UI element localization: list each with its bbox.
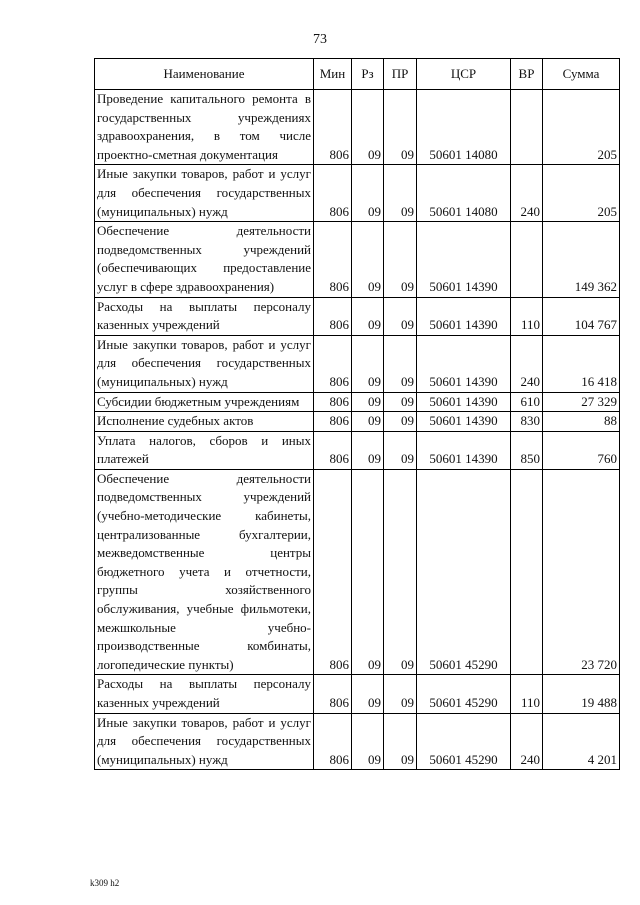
table-body bbox=[95, 90, 620, 770]
row-pr: 09 bbox=[384, 412, 417, 432]
table-row bbox=[95, 297, 620, 335]
page-number: 73 bbox=[313, 32, 327, 47]
row-rz: 09 bbox=[352, 675, 384, 713]
row-name: Проведение капитального ремонта в государственных учреждениях здравоохранения, в том числе проектно-сметная документация bbox=[95, 90, 314, 165]
row-min: 806 bbox=[314, 392, 352, 412]
row-sum: 88 bbox=[543, 412, 620, 432]
row-csr: 50601 45290 bbox=[417, 469, 511, 675]
table-row bbox=[95, 713, 620, 770]
row-name: Обеспечение деятельности подведомственных учреждений (обеспечивающих предоставление услуг в сфере здравоохранения) bbox=[95, 222, 314, 297]
table-row bbox=[95, 335, 620, 392]
table-row bbox=[95, 431, 620, 469]
row-rz: 09 bbox=[352, 392, 384, 412]
header-pr: ПР bbox=[384, 59, 417, 90]
row-name: Исполнение судебных актов bbox=[95, 412, 314, 432]
row-name: Обеспечение деятельности подведомственных учреждений (учебно-методические кабинеты, централизованные бухгалтерии, межведомственные центры бюджетного учета и отчетности, группы хозяйственного обслуживания, учебные фильмотеки, межшкольные учебно-производственные комбинаты, логопедические пункты) bbox=[95, 469, 314, 675]
row-name: Субсидии бюджетным учреждениям bbox=[95, 392, 314, 412]
row-vr: 850 bbox=[511, 431, 543, 469]
header-min: Мин bbox=[314, 59, 352, 90]
row-rz: 09 bbox=[352, 431, 384, 469]
row-min: 806 bbox=[314, 335, 352, 392]
row-sum: 27 329 bbox=[543, 392, 620, 412]
row-min: 806 bbox=[314, 713, 352, 770]
row-min: 806 bbox=[314, 297, 352, 335]
row-sum: 205 bbox=[543, 165, 620, 222]
row-min: 806 bbox=[314, 90, 352, 165]
row-rz: 09 bbox=[352, 297, 384, 335]
row-csr: 50601 14390 bbox=[417, 297, 511, 335]
row-csr: 50601 14390 bbox=[417, 392, 511, 412]
row-rz: 09 bbox=[352, 165, 384, 222]
row-sum: 205 bbox=[543, 90, 620, 165]
row-rz: 09 bbox=[352, 335, 384, 392]
row-vr: 240 bbox=[511, 713, 543, 770]
row-vr bbox=[511, 90, 543, 165]
row-vr bbox=[511, 222, 543, 297]
footer-code: k309 h2 bbox=[90, 878, 120, 888]
row-vr: 240 bbox=[511, 335, 543, 392]
row-name: Иные закупки товаров, работ и услуг для обеспечения государственных (муниципальных) нужд bbox=[95, 335, 314, 392]
row-pr: 09 bbox=[384, 675, 417, 713]
row-sum: 760 bbox=[543, 431, 620, 469]
row-csr: 50601 14390 bbox=[417, 431, 511, 469]
header-sum: Сумма bbox=[543, 59, 620, 90]
row-vr: 110 bbox=[511, 297, 543, 335]
row-sum: 23 720 bbox=[543, 469, 620, 675]
row-name: Иные закупки товаров, работ и услуг для обеспечения государственных (муниципальных) нужд bbox=[95, 713, 314, 770]
table-row bbox=[95, 469, 620, 675]
table-row bbox=[95, 412, 620, 432]
row-csr: 50601 14080 bbox=[417, 165, 511, 222]
row-name: Уплата налогов, сборов и иных платежей bbox=[95, 431, 314, 469]
header-vr: ВР bbox=[511, 59, 543, 90]
row-sum: 16 418 bbox=[543, 335, 620, 392]
budget-table bbox=[94, 58, 620, 770]
row-sum: 19 488 bbox=[543, 675, 620, 713]
row-sum: 149 362 bbox=[543, 222, 620, 297]
row-vr: 830 bbox=[511, 412, 543, 432]
row-csr: 50601 14080 bbox=[417, 90, 511, 165]
row-csr: 50601 14390 bbox=[417, 412, 511, 432]
row-name: Расходы на выплаты персоналу казенных учреждений bbox=[95, 297, 314, 335]
table-row bbox=[95, 392, 620, 412]
header-rz: Рз bbox=[352, 59, 384, 90]
row-sum: 4 201 bbox=[543, 713, 620, 770]
table-row bbox=[95, 165, 620, 222]
row-rz: 09 bbox=[352, 412, 384, 432]
row-rz: 09 bbox=[352, 90, 384, 165]
row-csr: 50601 14390 bbox=[417, 335, 511, 392]
row-pr: 09 bbox=[384, 297, 417, 335]
row-min: 806 bbox=[314, 469, 352, 675]
row-vr: 110 bbox=[511, 675, 543, 713]
row-min: 806 bbox=[314, 222, 352, 297]
table-row bbox=[95, 90, 620, 165]
row-rz: 09 bbox=[352, 222, 384, 297]
row-name: Расходы на выплаты персоналу казенных учреждений bbox=[95, 675, 314, 713]
row-pr: 09 bbox=[384, 392, 417, 412]
row-vr bbox=[511, 469, 543, 675]
row-min: 806 bbox=[314, 675, 352, 713]
table-row bbox=[95, 675, 620, 713]
row-pr: 09 bbox=[384, 222, 417, 297]
row-pr: 09 bbox=[384, 90, 417, 165]
row-min: 806 bbox=[314, 412, 352, 432]
row-pr: 09 bbox=[384, 469, 417, 675]
header-name: Наименование bbox=[95, 59, 314, 90]
table-row bbox=[95, 222, 620, 297]
row-rz: 09 bbox=[352, 713, 384, 770]
row-sum: 104 767 bbox=[543, 297, 620, 335]
row-name: Иные закупки товаров, работ и услуг для обеспечения государственных (муниципальных) нужд bbox=[95, 165, 314, 222]
header-row bbox=[95, 59, 620, 90]
row-vr: 610 bbox=[511, 392, 543, 412]
row-csr: 50601 14390 bbox=[417, 222, 511, 297]
row-pr: 09 bbox=[384, 431, 417, 469]
table-header bbox=[95, 59, 620, 90]
row-min: 806 bbox=[314, 165, 352, 222]
row-pr: 09 bbox=[384, 335, 417, 392]
row-min: 806 bbox=[314, 431, 352, 469]
row-rz: 09 bbox=[352, 469, 384, 675]
row-vr: 240 bbox=[511, 165, 543, 222]
row-pr: 09 bbox=[384, 165, 417, 222]
row-csr: 50601 45290 bbox=[417, 713, 511, 770]
header-csr: ЦСР bbox=[417, 59, 511, 90]
row-csr: 50601 45290 bbox=[417, 675, 511, 713]
row-pr: 09 bbox=[384, 713, 417, 770]
